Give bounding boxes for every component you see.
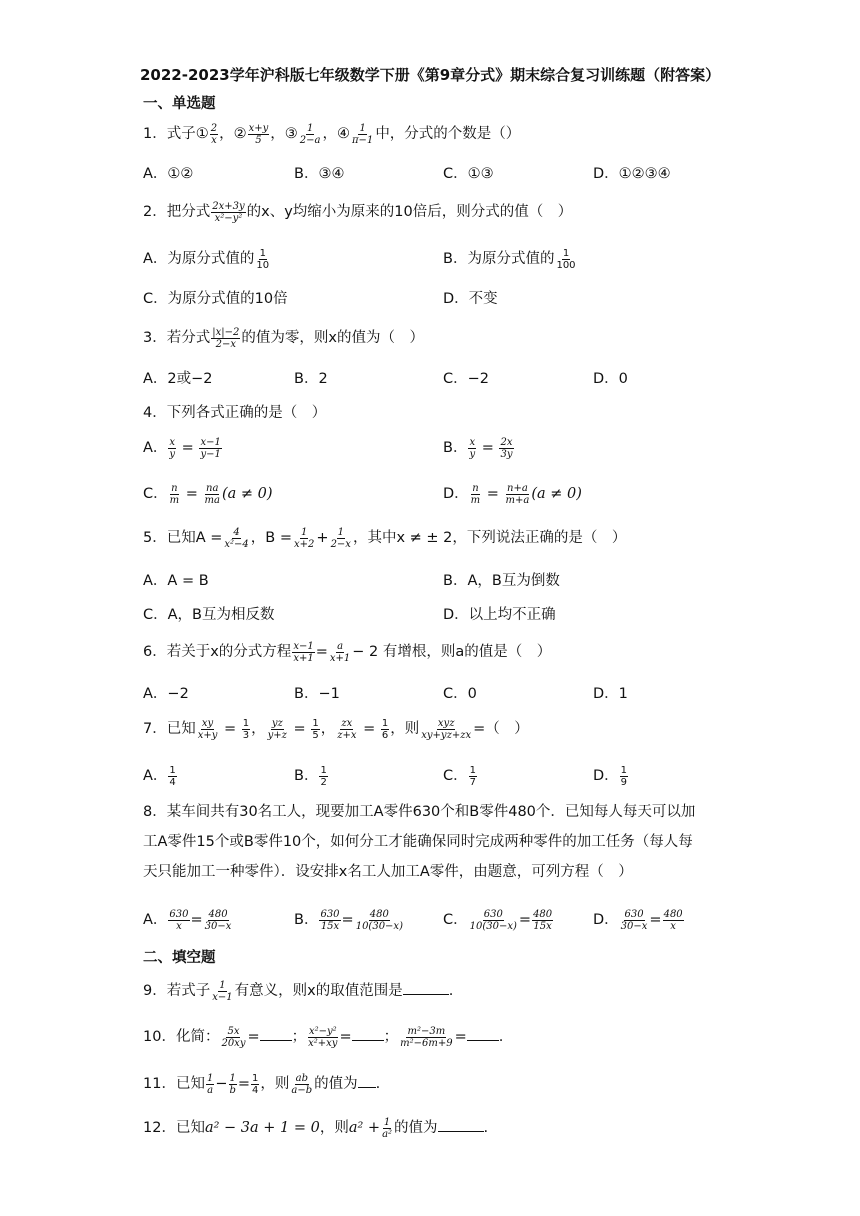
fraction: $\frac{x}{y}$ xyxy=(169,436,176,460)
fraction: $\frac{1}{\text{a²}}$ xyxy=(382,1116,393,1140)
fraction: $\frac{630}{x}$ xyxy=(169,908,189,932)
question-6: 6．若关于x的分式方程 $\frac{x-1}{x+1}$ = $\frac{a}{x+1}$ − 2 有增根，则a的值是（ ） xyxy=(143,640,552,664)
question-6-option-d[interactable]: D．1 xyxy=(593,686,628,702)
fraction: $\frac{1}{9}$ xyxy=(620,764,628,788)
question-5-option-c[interactable]: C．A，B互为相反数 xyxy=(143,607,275,623)
question-2-option-a[interactable]: A．为原分式值的 $\frac{1}{10}$ xyxy=(143,247,270,271)
question-7-option-b[interactable]: B． $\frac{1}{2}$ xyxy=(294,764,327,788)
fraction: $\frac{2}{x}$ xyxy=(210,122,218,146)
fraction: $\frac{1}{10}$ xyxy=(256,247,270,271)
fraction: $\frac{a}{x+1}$ xyxy=(329,640,351,664)
question-11: 11．已知 $\frac{1}{a}$ − $\frac{1}{b}$ = $\frac{1}{4}$ ，则 $\frac{ab}{a-b}$ 的值为 . xyxy=(143,1072,381,1096)
fraction: $\frac{1}{100}$ xyxy=(556,247,576,271)
fraction: $\frac{480}{15x}$ xyxy=(533,908,553,932)
question-5-option-a[interactable]: A．A = B xyxy=(143,573,209,589)
section-heading-single-choice: 一、单选题 xyxy=(143,96,216,112)
fraction: $\frac{1}{x+2}$ xyxy=(294,526,315,550)
question-1-lead: 1．式子 xyxy=(143,126,196,142)
fraction: $\frac{x+y}{5}$ xyxy=(248,122,269,146)
question-4-option-c[interactable]: C． $\frac{n}{m}$ = $\frac{na}{ma}$ (a ≠ 0) xyxy=(143,482,273,506)
fraction: $\frac{1}{5}$ xyxy=(312,717,319,741)
question-7-option-a[interactable]: A． $\frac{1}{4}$ xyxy=(143,764,176,788)
question-1-option-d[interactable]: D．①②③④ xyxy=(593,166,671,182)
fraction: $\frac{1}{x-1}$ xyxy=(212,979,233,1003)
fraction: $\frac{xy}{x+y}$ xyxy=(197,717,218,741)
question-8: 8．某车间共有30名工人，现要加工A零件630个和B零件480个．已知每人每天可以加工A零件15个或B零件10个，如何分工才能确保同时完成两种零件的加工任务（每人每天只能加工一种零件）．设安排x名工人加工A零件，由题意，可列方程（ ） xyxy=(143,804,696,880)
fraction: $\frac{1}{3}$ xyxy=(242,717,250,741)
fraction: $\frac{2x}{3y}$ xyxy=(500,436,513,460)
fraction: $\frac{4}{\text{x²−4}}$ xyxy=(224,526,249,550)
answer-blank[interactable] xyxy=(438,1119,484,1132)
question-8-option-c[interactable]: C． $\frac{630}{10(30-x)}$ = $\frac{480}{15x}$ xyxy=(443,908,553,932)
fraction: $\frac{630}{15x}$ xyxy=(320,908,340,932)
fraction: $\frac{n+a}{m+a}$ xyxy=(505,482,530,506)
question-9: 9．若式子 $\frac{1}{x-1}$ 有意义，则x的取值范围是 . xyxy=(143,979,454,1003)
question-5-option-b[interactable]: B．A，B互为倒数 xyxy=(443,573,560,589)
fraction: $\frac{1}{7}$ xyxy=(469,764,476,788)
fraction: $\frac{480}{x}$ xyxy=(663,908,683,932)
question-5: 5．已知A = $\frac{4}{\text{x²−4}}$ ，B = $\frac{1}{x+2}$ + $\frac{1}{2-x}$ ，其中x ≠ ± 2，下列说法正确的是（ ） xyxy=(143,526,627,550)
question-4-option-d[interactable]: D． $\frac{n}{m}$ = $\frac{n+a}{m+a}$ (a ≠ 0) xyxy=(443,482,582,506)
fraction: $\frac{1}{\pi-1}$ xyxy=(351,122,374,146)
fraction: $\frac{n}{m}$ xyxy=(169,482,180,506)
question-3: 3．若分式 $\frac{|x|-2}{2-x}$ 的值为零，则x的值为（ ） xyxy=(143,326,424,350)
fraction: $\frac{1}{2-x}$ xyxy=(330,526,351,550)
fraction: $\frac{\text{x²−y²}}{\text{x²+xy}}$ xyxy=(308,1025,338,1049)
question-3-option-b[interactable]: B．2 xyxy=(294,371,328,387)
question-3-option-a[interactable]: A．2或−2 xyxy=(143,371,213,387)
fraction: $\frac{1}{a}$ xyxy=(206,1072,214,1096)
fraction: $\frac{1}{b}$ xyxy=(229,1072,236,1096)
question-2-option-d[interactable]: D．不变 xyxy=(443,291,498,307)
question-1-option-c[interactable]: C．①③ xyxy=(443,166,494,182)
fraction: $\frac{x-1}{x+1}$ xyxy=(293,640,314,664)
fraction: $\frac{yz}{y+z}$ xyxy=(267,717,287,741)
question-7: 7．已知 $\frac{xy}{x+y}$ = $\frac{1}{3}$ ， $\frac{yz}{y+z}$ = $\frac{1}{5}$ ， $\frac{zx}{z+x}$ = $\frac{1}{6}$ ，则 $\frac{\text{xyz}}{xy+yz+zx}$ =（ ） xyxy=(143,717,529,741)
question-8-option-d[interactable]: D． $\frac{630}{30-x}$ = $\frac{480}{x}$ xyxy=(593,908,683,932)
question-12: 12．已知a² − 3a + 1 = 0，则a² + $\frac{1}{\text{a²}}$ 的值为 . xyxy=(143,1116,489,1140)
answer-blank[interactable] xyxy=(260,1028,292,1041)
question-2-option-b[interactable]: B．为原分式值的 $\frac{1}{100}$ xyxy=(443,247,576,271)
answer-blank[interactable] xyxy=(403,982,449,995)
fraction: $\frac{1}{2-a}$ xyxy=(299,122,321,146)
fraction: $\frac{x}{y}$ xyxy=(469,436,476,460)
question-6-option-c[interactable]: C．0 xyxy=(443,686,477,702)
fraction: $\frac{1}{6}$ xyxy=(381,717,389,741)
question-8-option-a[interactable]: A． $\frac{630}{x}$ = $\frac{480}{30-x}$ xyxy=(143,908,232,932)
question-7-option-d[interactable]: D． $\frac{1}{9}$ xyxy=(593,764,628,788)
question-1-option-a[interactable]: A．①② xyxy=(143,166,194,182)
fraction: $\frac{na}{ma}$ xyxy=(204,482,220,506)
question-2: 2．把分式 $\frac{2x+3y}{\text{x²−y²}}$ 的x、y均缩小为原来的10倍后，则分式的值（ ） xyxy=(143,200,573,224)
fraction: $\frac{2x+3y}{\text{x²−y²}}$ xyxy=(212,200,245,224)
fraction: $\frac{zx}{z+x}$ xyxy=(337,717,357,741)
question-2-option-c[interactable]: C．为原分式值的10倍 xyxy=(143,291,288,307)
fraction: $\frac{1}{4}$ xyxy=(252,1072,259,1096)
fraction: $\frac{ab}{a-b}$ xyxy=(291,1072,313,1096)
question-4-option-a[interactable]: A． $\frac{x}{y}$ = $\frac{x-1}{y-1}$ xyxy=(143,436,221,460)
question-4: 4．下列各式正确的是（ ） xyxy=(143,405,327,421)
fraction: $\frac{|x|-2}{2-x}$ xyxy=(212,326,240,350)
question-8-option-b[interactable]: B． $\frac{630}{15x}$ = $\frac{480}{10(30-x)}$ xyxy=(294,908,403,932)
answer-blank[interactable] xyxy=(467,1028,499,1041)
fraction: $\frac{5x}{20xy}$ xyxy=(221,1025,246,1049)
question-10: 10．化简： $\frac{5x}{20xy}$ = ； $\frac{\text{x²−y²}}{\text{x²+xy}}$ = ； $\frac{\text{m²−3m}}{\text{m²−6m+9}}$ = . xyxy=(143,1025,504,1049)
fraction: $\frac{n}{m}$ xyxy=(470,482,481,506)
document-title: 2022-2023学年沪科版七年级数学下册《第9章分式》期末综合复习训练题（附答案） xyxy=(140,66,721,84)
fraction: $\frac{x-1}{y-1}$ xyxy=(200,436,221,460)
question-4-option-b[interactable]: B． $\frac{x}{y}$ = $\frac{2x}{3y}$ xyxy=(443,436,513,460)
fraction: $\frac{1}{2}$ xyxy=(320,764,327,788)
question-5-option-d[interactable]: D．以上均不正确 xyxy=(443,607,556,623)
fraction: $\frac{\text{xyz}}{xy+yz+zx}$ xyxy=(421,717,472,741)
fraction: $\frac{480}{10(30-x)}$ xyxy=(355,908,403,932)
question-3-option-d[interactable]: D．0 xyxy=(593,371,628,387)
section-heading-fill-blank: 二、填空题 xyxy=(143,950,216,966)
answer-blank[interactable] xyxy=(358,1075,376,1088)
question-6-option-b[interactable]: B．−1 xyxy=(294,686,340,702)
question-6-option-a[interactable]: A．−2 xyxy=(143,686,189,702)
question-1: 1．式子① $\frac{2}{x}$ ，② $\frac{x+y}{5}$ ，③ $\frac{1}{2-a}$ ，④ $\frac{1}{\pi-1}$ 中，分式的个数是（） xyxy=(143,122,521,146)
fraction: $\frac{\text{m²−3m}}{\text{m²−6m+9}}$ xyxy=(400,1025,453,1049)
fraction: $\frac{480}{30-x}$ xyxy=(204,908,232,932)
question-7-option-c[interactable]: C． $\frac{1}{7}$ xyxy=(443,764,476,788)
fraction: $\frac{630}{30-x}$ xyxy=(620,908,648,932)
question-1-option-b[interactable]: B．③④ xyxy=(294,166,345,182)
fraction: $\frac{1}{4}$ xyxy=(169,764,176,788)
fraction: $\frac{630}{10(30-x)}$ xyxy=(469,908,517,932)
question-3-option-c[interactable]: C．−2 xyxy=(443,371,489,387)
answer-blank[interactable] xyxy=(352,1028,384,1041)
